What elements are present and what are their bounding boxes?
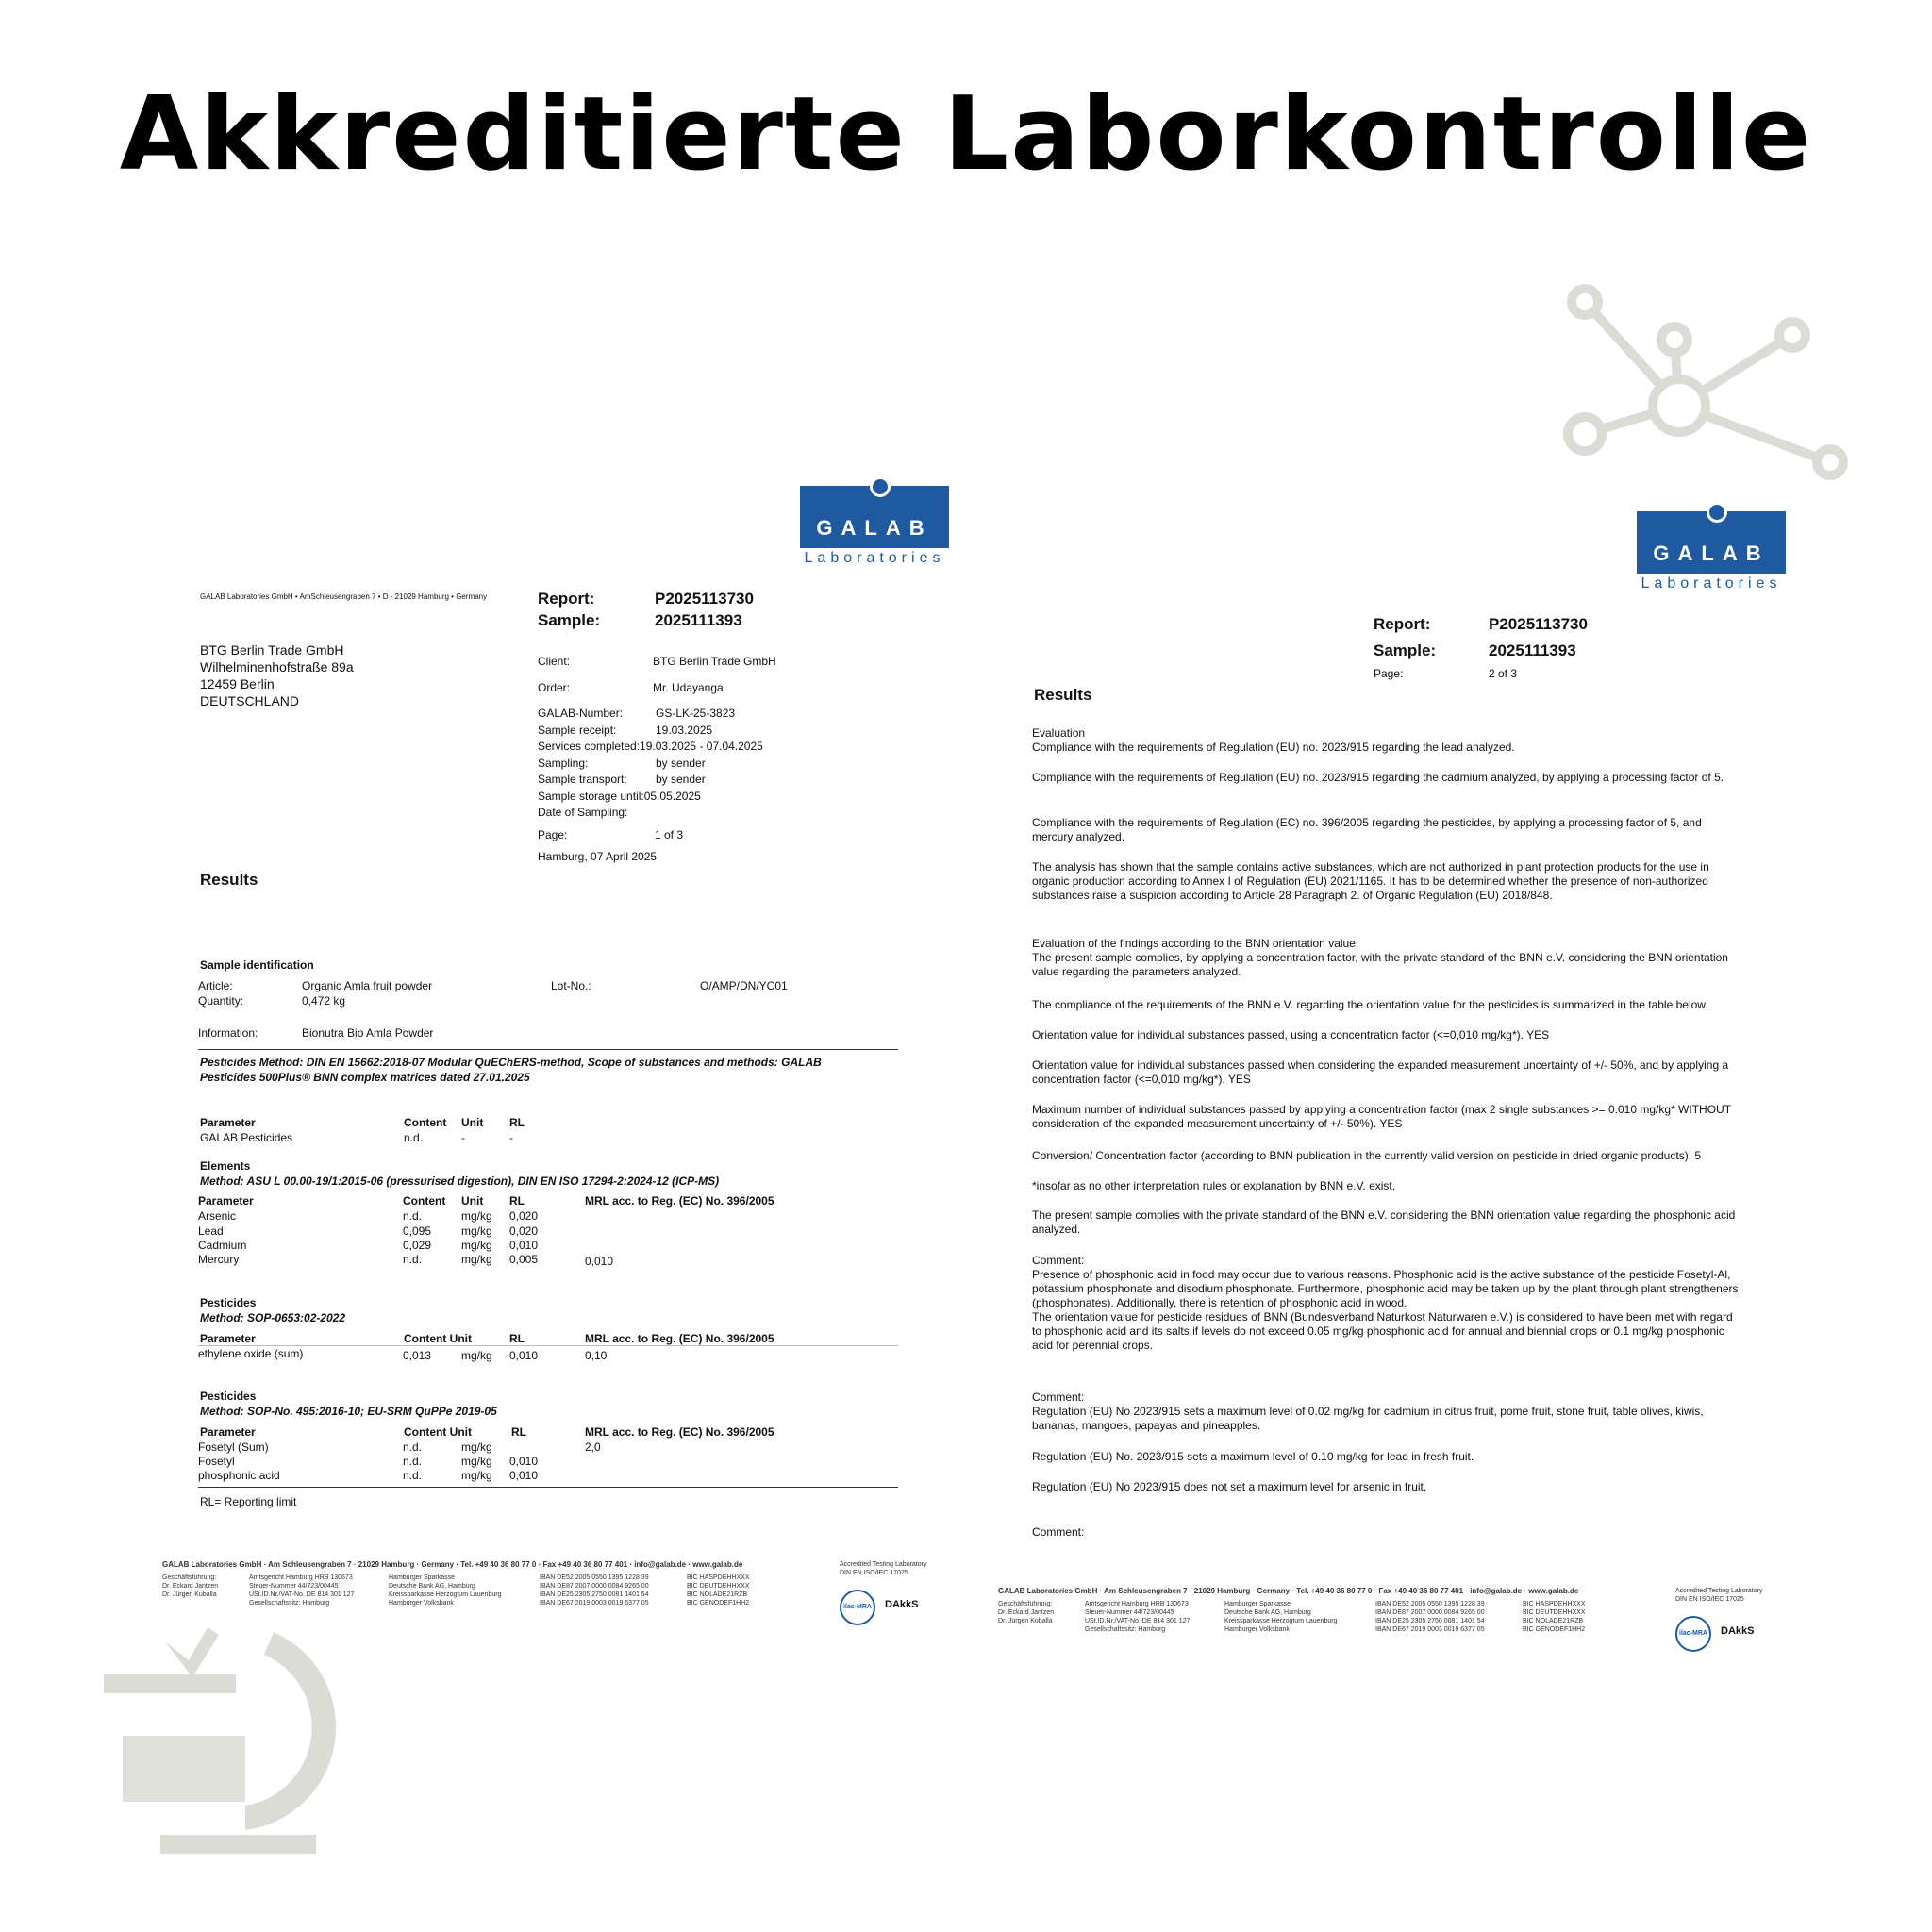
- lead-regulation: Regulation (EU) No. 2023/915 sets a maximum level of 0.10 mg/kg for lead in fresh fruit.: [1032, 1450, 1474, 1463]
- pest2-method: Method: SOP-0653:02-2022: [200, 1311, 346, 1324]
- comment-empty: Comment:: [1032, 1525, 1085, 1539]
- orientation-value-1: Orientation value for individual substances passed, using a concentration factor (<=0,010 mg/kg*). YES: [1032, 1028, 1550, 1041]
- comment-cadmium: Comment: Regulation (EU) No 2023/915 sets a maximum level of 0.02 mg/kg for cadmium in citrus fruit, pome fruit, stone fruit, table olives, kiwis, bananas, mangoes, papayas and pineapples.: [1032, 1391, 1704, 1432]
- pest3-heading: Pesticides: [200, 1390, 257, 1403]
- elements-method: Method: ASU L 00.00-19/1:2015-06 (pressurised digestion), DIN EN ISO 17294-2:2024-12 (ICP-MS): [200, 1174, 720, 1188]
- report-label: Report:: [1374, 615, 1431, 633]
- page-number: 1 of 3: [655, 828, 684, 841]
- lot-label: Lot-No.:: [551, 979, 591, 992]
- page-label: Page:: [1374, 667, 1404, 680]
- bnn-compliance-paragraph: The compliance of the requirements of the BNN e.V. regarding the orientation value for the pesticides is summarized in the table below.: [1032, 998, 1708, 1011]
- recipient-address: BTG Berlin Trade GmbH Wilhelminenhofstraße 89a 12459 Berlin DEUTSCHLAND: [200, 642, 354, 708]
- pest3-method: Method: SOP-No. 495:2016-10; EU-SRM QuPPe 2019-05: [200, 1405, 497, 1418]
- pesticides-paragraph: Compliance with the requirements of Regulation (EC) no. 396/2005 regarding the pesticides, by applying a processing factor of 5, and mercury analyzed.: [1032, 816, 1702, 843]
- results-heading: Results: [200, 871, 258, 889]
- cadmium-paragraph: Compliance with the requirements of Regulation (EU) no. 2023/915 regarding the cadmium analyzed, by applying a processing factor of 5.: [1032, 771, 1724, 784]
- pesticides-method-1: Pesticides Method: DIN EN 15662:2018-07 Modular QuEChERS-method, Scope of substances and methods: GALAB Pesticides 500Plus® BNN complex matrices dated 27.01.2025: [200, 1056, 822, 1084]
- comment-phosphonic: Comment: Presence of phosphonic acid in food may occur due to various reasons. Phosphonic acid is the active substance of the pesticide Fosetyl-Al, potassium phosphonate and disodium phosphonate. Furthermore, phosphonic acid may be taken up by the plant through plant strengtheners (phosphonates). Additionally, there is retention of phosphonic acid in wood. The orientation value for pesticide residues of BNN (Bundesverband Naturkost Naturwaren e.V.) is considered to have been met with regard to phosphonic acid and its salts if levels do not exceed 0.05 mg/kg phosphonic acid for annual and biennial crops or 0.1 mg/kg phosphonic acid for perennial crops.: [1032, 1254, 1739, 1352]
- divider: [198, 1345, 898, 1346]
- report-label: Report:: [538, 590, 595, 608]
- sender-line: GALAB Laboratories GmbH • AmSchleusengraben 7 • D - 21029 Hamburg • Germany: [200, 592, 488, 601]
- order-label: Order:: [538, 681, 571, 694]
- evaluation-paragraph: Evaluation Compliance with the requirements of Regulation (EU) no. 2023/915 regarding the lead analyzed.: [1032, 726, 1515, 754]
- pest2-heading: Pesticides: [200, 1296, 257, 1309]
- bnn-evaluation-paragraph: Evaluation of the findings according to the BNN orientation value: The present sample complies, by applying a concentration factor, with the private standard of the BNN e.V. considering the BNN orientation value regarding the parameters analyzed.: [1032, 937, 1728, 978]
- conversion-factor: Conversion/ Concentration factor (according to BNN publication in the currently valid version on pesticide in dried organic products): 5: [1032, 1149, 1702, 1162]
- divider: [198, 1049, 898, 1050]
- phosphonic-compliance: The present sample complies with the private standard of the BNN e.V. considering the BNN orientation value regarding the phosphonic acid analyzed.: [1032, 1208, 1736, 1236]
- order-value: Mr. Udayanga: [653, 681, 724, 694]
- place-date: Hamburg, 07 April 2025: [538, 850, 658, 863]
- divider: [198, 1487, 898, 1488]
- meta-block: GALAB-Number: GS-LK-25-3823 Sample receipt: 19.03.2025 Services completed:19.03.2025 - 07.04.2025 Sampling: by sender Sample transport: by sender Sample storage until:05.05.2025 Date of Sampling:: [538, 707, 763, 819]
- galab-logo: GALAB Laboratories: [800, 486, 949, 567]
- insofar-note: *insofar as no other interpretation rules or explanation by BNN e.V. exist.: [1032, 1179, 1396, 1192]
- molecule-icon: [1557, 283, 1858, 481]
- microscope-icon: [104, 1623, 368, 1858]
- article-value: Organic Amla fruit powder: [302, 979, 433, 992]
- report-number: P2025113730: [1489, 615, 1588, 633]
- arsenic-regulation: Regulation (EU) No 2023/915 does not set a maximum level for arsenic in fruit.: [1032, 1480, 1427, 1493]
- information-value: Bionutra Bio Amla Powder: [302, 1026, 434, 1040]
- report-number: P2025113730: [655, 590, 754, 608]
- sample-label: Sample:: [1374, 641, 1437, 659]
- client-label: Client:: [538, 655, 571, 668]
- client-value: BTG Berlin Trade GmbH: [653, 655, 776, 668]
- rl-note: RL= Reporting limit: [200, 1495, 297, 1508]
- sample-label: Sample:: [538, 611, 601, 629]
- max-substances-paragraph: Maximum number of individual substances passed by applying a concentration factor (max 2 single substances >= 0.010 mg/kg* WITHOUT consideration of the expanded measurement uncertainty of +/- 50%). YES: [1032, 1103, 1731, 1130]
- footer: GALAB Laboratories GmbH · Am Schleusengraben 7 · 21029 Hamburg · Germany · Tel. +49 40 36 80 77 0 · Fax +49 40 36 80 77 401 · info@galab.de · www.galab.de Geschäftsführung: Dr. Eckard Jantzen Dr. Jürgen Kuballa Amtsgericht Hamburg HRB 130673 Steuer-Nummer 44/723/00445 USt.ID.Nr./VAT-No. DE 814 301 127 Gesellschaftssitz: Hamburg Hamburger Sparkasse Deutsche Bank AG, Hamburg Kreissparkasse Herzogtum Lauenburg Hamburger Volksbank IBAN DE52 2005 0550 1395 1228 39 IBAN DE87 2007 0000 0084 9265 00 IBAN DE25 2305 2750 0081 1401 54 IBAN DE67 2019 0003 0019 6377 05 BIC HASPDEHHXXX BIC DEUTDEHHXXX BIC NOLADE21RZB BIC GENODEF1HH2 Accredited Testing Laboratory DIN EN ISO/IEC 17025: [998, 1587, 1763, 1633]
- elements-heading: Elements: [200, 1159, 251, 1173]
- ilac-badge: ilac-MRA: [840, 1590, 875, 1625]
- page-headline: Akkreditierte Laborkontrolle: [119, 75, 1813, 193]
- page-label: Page:: [538, 828, 568, 841]
- dakks-logo: DAkkS: [885, 1599, 919, 1610]
- quantity-label: Quantity:: [198, 994, 244, 1008]
- results-heading: Results: [1034, 686, 1092, 704]
- sample-identification-heading: Sample identification: [200, 958, 314, 972]
- ilac-badge: ilac-MRA: [1675, 1616, 1711, 1652]
- sample-number: 2025111393: [655, 611, 742, 629]
- page-number: 2 of 3: [1489, 667, 1518, 680]
- lot-value: O/AMP/DN/YC01: [700, 979, 788, 992]
- information-label: Information:: [198, 1026, 258, 1040]
- dakks-logo: DAkkS: [1721, 1625, 1755, 1637]
- quantity-value: 0,472 kg: [302, 994, 346, 1008]
- galab-logo: GALAB Laboratories: [1637, 511, 1786, 592]
- article-label: Article:: [198, 979, 233, 992]
- footer: GALAB Laboratories GmbH · Am Schleusengraben 7 · 21029 Hamburg · Germany · Tel. +49 40 36 80 77 0 · Fax +49 40 36 80 77 401 · info@galab.de · www.galab.de Geschäftsführung: Dr. Eckard Jantzen Dr. Jürgen Kuballa Amtsgericht Hamburg HRB 130673 Steuer-Nummer 44/723/00445 USt.ID.Nr./VAT-No. DE 814 301 127 Gesellschaftssitz: Hamburg Hamburger Sparkasse Deutsche Bank AG, Hamburg Kreissparkasse Herzogtum Lauenburg Hamburger Volksbank IBAN DE52 2005 0550 1395 1228 39 IBAN DE87 2007 0000 0084 9265 00 IBAN DE25 2305 2750 0081 1401 54 IBAN DE67 2019 0003 0019 6377 05 BIC HASPDEHHXXX BIC DEUTDEHHXXX BIC NOLADE21RZB BIC GENODEF1HH2 Accredited Testing Laboratory DIN EN ISO/IEC 17025: [162, 1560, 927, 1607]
- orientation-value-2: Orientation value for individual substances passed when considering the expanded measurement uncertainty of +/- 50%, and by applying a concentration factor (<=0,010 mg/kg*). YES: [1032, 1058, 1729, 1086]
- sample-number: 2025111393: [1489, 641, 1576, 659]
- active-substances-paragraph: The analysis has shown that the sample contains active substances, which are not authorized in plant protection products for the use in organic production according to Annex I of Regulation (EU) 2021/1165. It has to be determined whether the presence of non-authorized substances raise a suspicion according to Article 28 Paragraph 2. of Organic Regulation (EU) 2018/848.: [1032, 860, 1709, 902]
